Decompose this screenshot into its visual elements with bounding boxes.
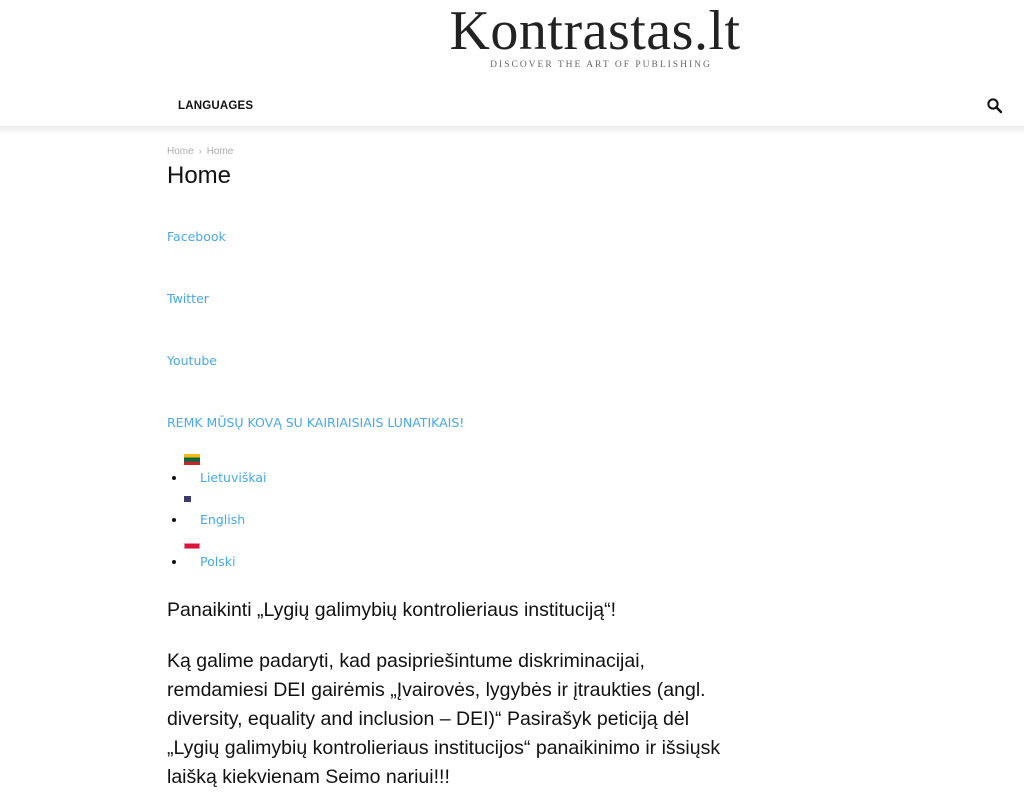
- nav-item-languages[interactable]: LANGUAGES: [178, 100, 254, 112]
- language-link-polski[interactable]: Polski: [200, 554, 236, 569]
- twitter-link[interactable]: Twitter: [167, 291, 209, 306]
- site-logo[interactable]: Kontrastas.lt: [449, 0, 741, 62]
- page-content: [167, 144, 727, 190]
- page-title: Home: [167, 162, 232, 189]
- poland-flag-icon: [184, 538, 200, 549]
- search-button[interactable]: [986, 97, 1004, 115]
- youtube-link[interactable]: Youtube: [167, 353, 217, 368]
- breadcrumb-current: Home: [206, 146, 234, 157]
- breadcrumb-separator: ›: [198, 146, 202, 156]
- support-link[interactable]: REMK MŪSŲ KOVĄ SU KAIRIAISIAIS LUNATIKAIS!: [167, 415, 465, 430]
- article-heading: Panaikinti „Lygių galimybių kontrolieriaus instituciją“!: [167, 599, 617, 621]
- search-icon: [986, 97, 1004, 115]
- breadcrumb-home[interactable]: Home: [167, 146, 194, 157]
- article-paragraph: Ką galime padaryti, kad pasipriešintume diskriminacijai, remdamiesi DEI gairėmis „Įvairovės, lygybės ir įtraukties (angl. diversity, equality and inclusion – DEI)“ Pasirašyk peticiją dėl „Lygių galimybių kontrolieriaus institucijos“ panaikinimo ir išsiųsk laišką kiekvienam Seimo nariui!!!: [167, 650, 721, 788]
- site-tagline: DISCOVER THE ART OF PUBLISHING: [490, 60, 712, 70]
- lithuania-flag-icon: [184, 454, 200, 465]
- language-link-lietuviskai[interactable]: Lietuviškai: [200, 470, 267, 485]
- language-link-english[interactable]: English: [200, 512, 246, 527]
- site-header: [430, 0, 760, 70]
- breadcrumb: [167, 144, 727, 158]
- list-bullet: [172, 476, 176, 480]
- navbar-shadow: [0, 126, 1024, 134]
- main-navbar: [0, 88, 1024, 126]
- facebook-link[interactable]: Facebook: [167, 229, 226, 244]
- list-bullet: [172, 518, 176, 522]
- list-bullet: [172, 560, 176, 564]
- article-body: [167, 596, 727, 792]
